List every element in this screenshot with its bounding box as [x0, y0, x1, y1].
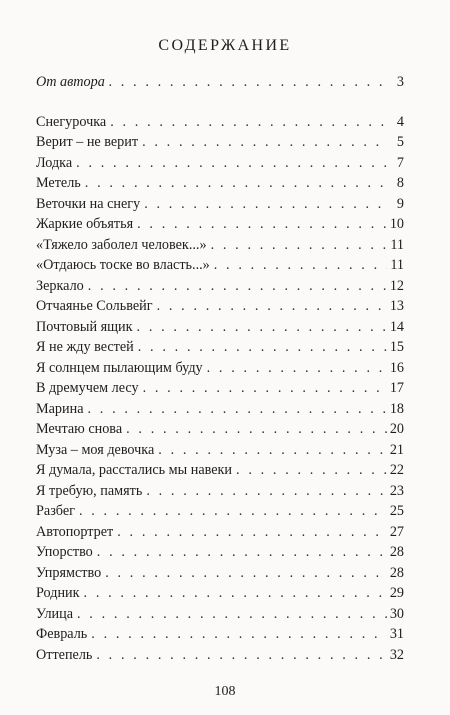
toc-entry [36, 337, 404, 358]
dot-leader [126, 419, 387, 440]
toc-entry-page: 29 [389, 585, 404, 601]
page-number: 108 [214, 684, 236, 699]
dot-leader [117, 522, 387, 543]
toc-entry-page: 13 [389, 298, 404, 314]
toc-entry [36, 173, 404, 194]
toc-entry [36, 624, 404, 645]
toc-entry [36, 255, 404, 276]
dot-leader [207, 358, 387, 379]
dot-leader [138, 337, 387, 358]
toc-entry-page: 5 [396, 134, 404, 150]
dot-leader [91, 624, 387, 645]
dot-leader [109, 72, 387, 93]
toc-entry-page: 25 [389, 503, 404, 519]
dot-leader [211, 235, 387, 256]
dot-leader [88, 276, 387, 297]
dot-leader [236, 460, 387, 481]
toc-entry-page: 21 [389, 441, 404, 458]
toc-entry [36, 235, 404, 256]
toc-entry-title: В дремучем лесу [36, 380, 139, 396]
toc-entry-title: Муза – моя девочка [36, 441, 155, 458]
toc-entry-page: 17 [389, 380, 404, 396]
toc-entry-title: Лодка [36, 154, 73, 171]
toc-entry-title: Я солнцем пылающим буду [36, 359, 203, 376]
toc-entry-title: Февраль [36, 626, 88, 642]
toc-entry [36, 296, 404, 317]
toc-entry-page: 20 [389, 421, 404, 437]
dot-leader [84, 583, 387, 604]
toc-entry-title: Оттепель [36, 646, 93, 663]
toc-entry-title: Я не жду вестей [36, 339, 134, 355]
toc-entry-title: Я требую, память [36, 482, 143, 499]
toc-entry [36, 583, 404, 604]
toc-entry-page: 15 [389, 339, 404, 355]
toc-entry [36, 276, 404, 297]
dot-leader [97, 542, 387, 563]
toc-entry-page: 23 [389, 482, 404, 499]
toc-entry [36, 460, 404, 481]
toc-entry [36, 214, 404, 235]
toc-entry [36, 419, 404, 440]
toc-entry [36, 440, 404, 461]
dot-leader [96, 645, 386, 666]
dot-leader [88, 399, 387, 420]
toc-entry-page: 16 [389, 359, 404, 376]
toc-entry-title: Отчаянье Сольвейг [36, 298, 153, 314]
toc-entry-page: 7 [396, 154, 404, 171]
toc-entry-page: 11 [390, 257, 404, 273]
dot-leader [158, 440, 387, 461]
toc-entry-page: 11 [390, 236, 404, 253]
dot-leader [146, 481, 387, 502]
toc-list [36, 112, 404, 666]
dot-leader [157, 296, 387, 317]
toc-entry-page: 9 [396, 195, 404, 212]
dot-leader [144, 194, 387, 215]
toc-entry [36, 399, 404, 420]
toc-entry [36, 358, 404, 379]
dot-leader [76, 153, 387, 174]
toc-entry [36, 132, 404, 153]
toc-entry-page: 12 [389, 277, 404, 294]
toc-entry-title: Мечтаю снова [36, 421, 123, 437]
toc-entry-title: Жаркие объятья [36, 216, 134, 232]
toc-entry-page: 28 [389, 564, 404, 581]
toc-entry [36, 112, 404, 133]
toc-entry [36, 194, 404, 215]
toc-entry-page: 18 [389, 400, 404, 417]
page-title: СОДЕРЖАНИЕ [158, 37, 292, 54]
toc-entry [36, 645, 404, 666]
toc-entry-author [36, 72, 404, 93]
toc-entry [36, 317, 404, 338]
toc-entry-page: 10 [389, 216, 404, 232]
toc-entry-title: Веточки на снегу [36, 195, 141, 212]
toc-entry-title: От автора [36, 74, 105, 90]
toc-entry [36, 542, 404, 563]
toc-entry-title: Улица [36, 605, 74, 622]
toc-entry-page: 8 [396, 175, 404, 191]
toc-entry [36, 501, 404, 522]
toc-entry-title: Зеркало [36, 277, 84, 294]
toc-entry-page: 32 [389, 646, 404, 663]
toc-entry-page: 28 [389, 544, 404, 560]
dot-leader [110, 112, 387, 133]
toc-entry-title: Упорство [36, 544, 93, 560]
dot-leader [85, 173, 387, 194]
dot-leader [143, 378, 387, 399]
toc-entry-title: Марина [36, 400, 84, 417]
table-of-contents [36, 72, 404, 665]
dot-leader [214, 255, 387, 276]
toc-entry-title: Родник [36, 585, 80, 601]
toc-entry [36, 481, 404, 502]
toc-entry [36, 378, 404, 399]
toc-entry-title: Разбег [36, 503, 75, 519]
toc-entry [36, 153, 404, 174]
toc-entry-page: 30 [389, 605, 404, 622]
toc-entry-page: 4 [396, 113, 404, 130]
toc-entry-title: Упрямство [36, 564, 102, 581]
dot-leader [105, 563, 387, 584]
toc-entry-page: 3 [396, 74, 404, 90]
dot-leader [142, 132, 387, 153]
toc-entry-page: 27 [389, 523, 404, 540]
toc-entry-page: 14 [389, 318, 404, 335]
toc-entry-title: Снегурочка [36, 113, 107, 130]
dot-leader [77, 604, 387, 625]
toc-entry-title: «Тяжело заболел человек...» [36, 236, 207, 253]
dot-leader [79, 501, 387, 522]
toc-entry-title: Автопортрет [36, 523, 114, 540]
toc-entry [36, 604, 404, 625]
toc-entry-title: Верит – не верит [36, 134, 139, 150]
toc-entry [36, 522, 404, 543]
dot-leader [137, 214, 387, 235]
toc-entry-title: Метель [36, 175, 81, 191]
toc-entry [36, 563, 404, 584]
toc-entry-title: Почтовый ящик [36, 318, 133, 335]
toc-entry-title: Я думала, расстались мы навеки [36, 462, 233, 478]
toc-entry-page: 31 [389, 626, 404, 642]
dot-leader [137, 317, 387, 338]
toc-entry-title: «Отдаюсь тоске во власть...» [36, 257, 210, 273]
toc-entry-page: 22 [389, 462, 404, 478]
